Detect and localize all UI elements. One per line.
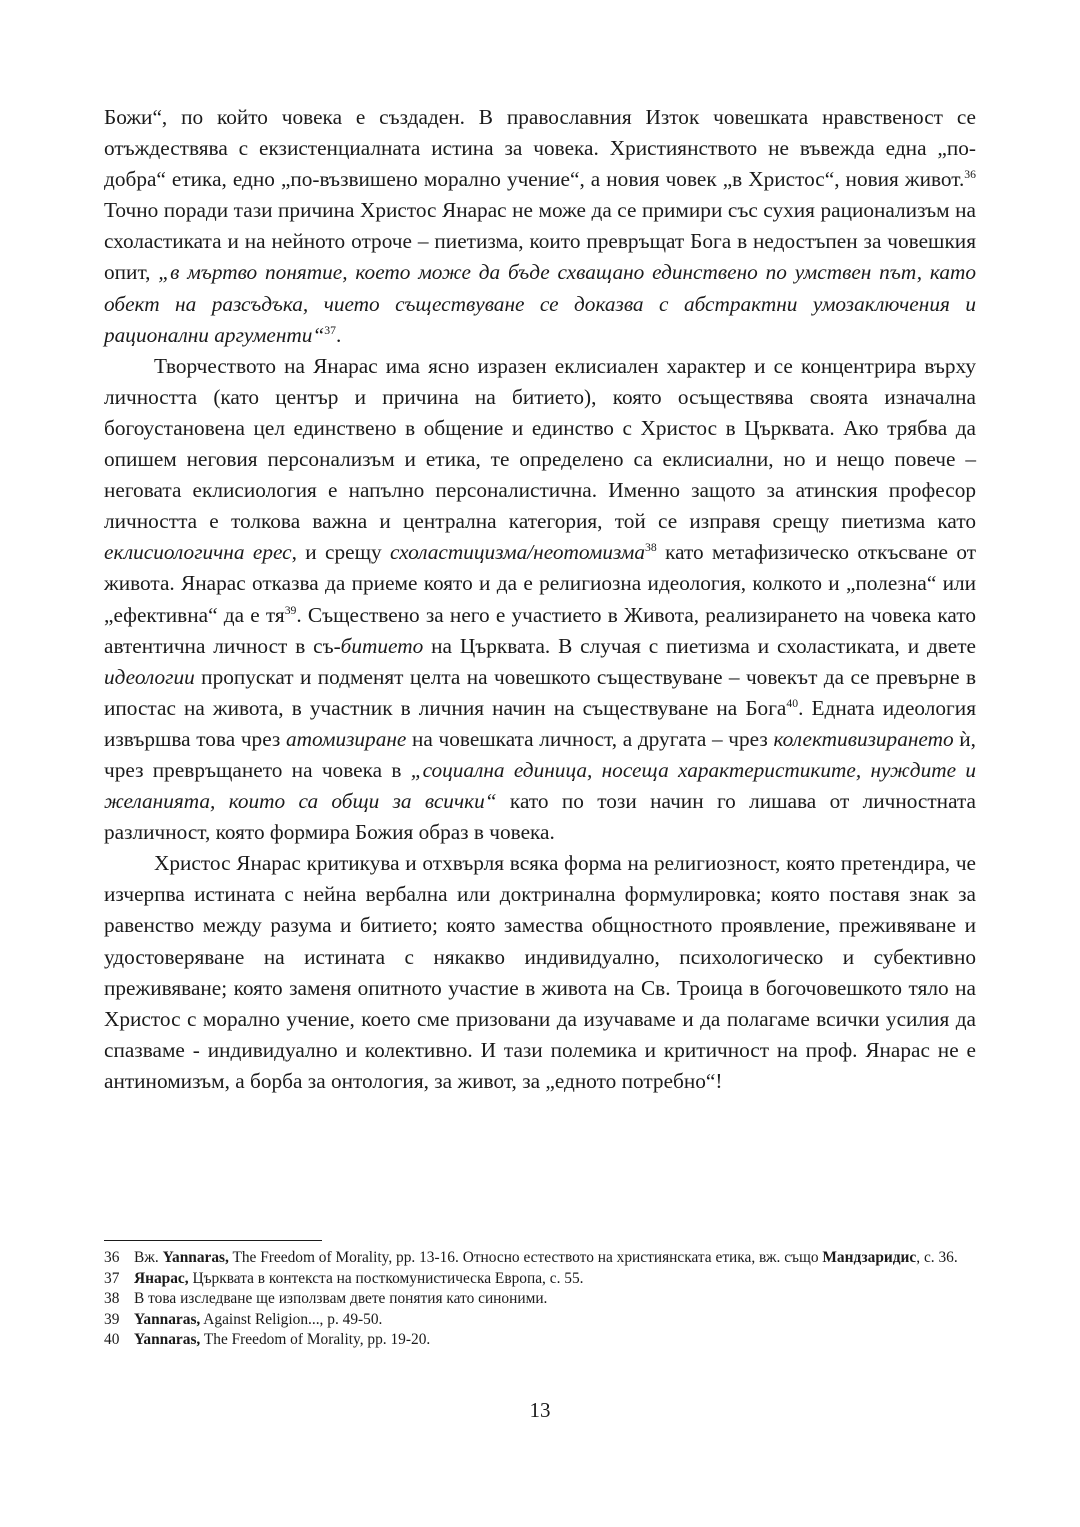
italic-text: „в мъртво понятие, което може да бъде схващано единствено по умствен път, като обект на разсъдъка, чието съществуване се доказва с абстрактни умозаключения и рационални аргументи“ [104,260,977,347]
footnote-reference: 38 [645,541,657,555]
text-run: . Съществено за него е участието в Живота, реализирането на човека като автентична личност в съ- [104,602,976,658]
text-run: . Едната идеология извършва това чрез [104,695,976,751]
footnote [104,1289,976,1310]
footnote-reference: 40 [786,696,799,710]
footnote-reference: 39 [284,603,297,617]
paragraph [104,848,976,1097]
footnote-text [134,1289,976,1310]
text-run: като по този начин го лишава от личностната различност, която формира Божия образ в човека. [104,789,976,845]
text-run: The Freedom of Morality, pp. 19-20. [200,1331,431,1349]
footnote [104,1310,976,1331]
footnote-number: 37 [104,1269,120,1287]
italic-text: „социална единица, носеща характеристиките, нуждите и желанията, които са общи за всички“ [104,757,976,814]
footnote-number: 39 [104,1310,120,1328]
bold-text: Мандзаридис [822,1249,917,1266]
footnote [104,1269,976,1290]
page-number: 13 [529,1398,551,1422]
text-run: , и срещу [291,540,391,565]
paragraph [104,351,976,849]
italic-text: еклисиологична ерес [104,540,292,565]
footnote-text [134,1269,976,1290]
footnote-separator [104,1240,322,1241]
text-run: Вж. [134,1249,163,1266]
footnotes [104,1248,976,1351]
footnote-number: 38 [104,1290,120,1308]
text-run: Христос Янарас критикува и отхвърля всяка форма на религиозност, която претендира, че изчерпва истината с нейна вербална или доктринална формулировка; която поставя знак за равенство между разума и битието; която замества общностното проявление, преживяване и удостоверяване на истината с някакво индивидуално, психологическо и субективно преживяване; която заменя опитното участие в живота на Св. Троица в богочовешкото тяло на Христос с морално учение, което сме призовани да изучаваме и да полагаме всички усилия да спазваме - индивидуално и колективно. И тази полемика и критичност на проф. Янарас не е антиномизъм, а борба за онтология, за живот, за „едното потребно“! [104,851,976,1093]
footnote-text [134,1310,976,1331]
bold-text: Yannaras, [134,1310,201,1328]
bold-text: Yannaras, [162,1249,229,1266]
footnote [104,1330,976,1351]
text-run: , с. 36. [916,1249,958,1266]
bold-text: Yannaras, [134,1331,201,1349]
italic-text: битието [340,633,424,658]
footnote-reference: 37 [324,323,336,337]
bold-text: Янарас, [134,1269,189,1287]
text-run: Творчеството на Янарас има ясно изразен еклисиален характер и се концентрира върху личността (като център и причина на битието), която осъществява своята изначална богоустановена цел единствено в общение и единство с Христос в Църквата. Ако трябва да опишем неговия персонализъм и етика, те определено са еклисиални, но и нещо повече – неговата еклисиология е напълно персоналистична. Именно защото за атинския професор личността е толкова важна и централна категория, той се изправя срещу пиетизма като [104,353,976,534]
text-run: Църквата в контекста на посткомунистическа Европа, с. 55. [188,1269,584,1287]
footnote [104,1248,976,1269]
footnote-text [134,1330,976,1351]
text-run: Against Religion..., p. 49-50. [200,1310,383,1328]
italic-text: идеологии [104,664,195,689]
text-run: В това изследване ще използвам двете понятия като синоними. [134,1290,548,1308]
paragraph [104,102,976,351]
text-run: пропускат и подменят целта на човешкото съществуване – човекът да се превърне в ипостас на живота, в участник в личния начин на съществуване на Бога [104,664,976,720]
italic-text: колективизирането [773,726,954,751]
body-text [104,102,976,1097]
footnote-number: 36 [104,1249,120,1266]
text-run: на Църквата. В случая с пиетизма и схоластиката, и двете [423,633,976,658]
footnote-number: 40 [104,1331,120,1349]
text-run: The Freedom of Morality, pp. 13-16. Относно естеството на християнската етика, вж. също [228,1249,823,1266]
text-run: Точно поради тази причина Христос Янарас не може да се примири със сухия рационализъм на схоластиката и на нейното отроче – пиетизма, които превръщат Бога в недостъпен за човешкия опит, [104,198,976,285]
italic-text: атомизиране [285,726,407,751]
text-run: Божи“, по който човека е създаден. В православния Изток човешката нравственост се отъждествява с екзистенциалната истина за човека. Християнството не въвежда една „по-добра“ етика, едно „по-възвишено морално учение“, а новия човек „в Христос“, новия живот. [104,105,976,192]
text-run: на човешката личност, а другата – чрез [406,726,774,751]
italic-text: схоластицизма/неотомизма [390,540,645,565]
footnote-text [134,1248,976,1269]
text-run: . [336,322,342,347]
text-run: ѝ, чрез превръщането на човека в [104,726,977,782]
text-run: като метафизическо откъсване от живота. Янарас отказва да приеме която и да е религиозна идеология, колкото и „полезна“ или „ефективна“ да е тя [104,540,976,627]
footnote-reference: 36 [964,168,976,181]
